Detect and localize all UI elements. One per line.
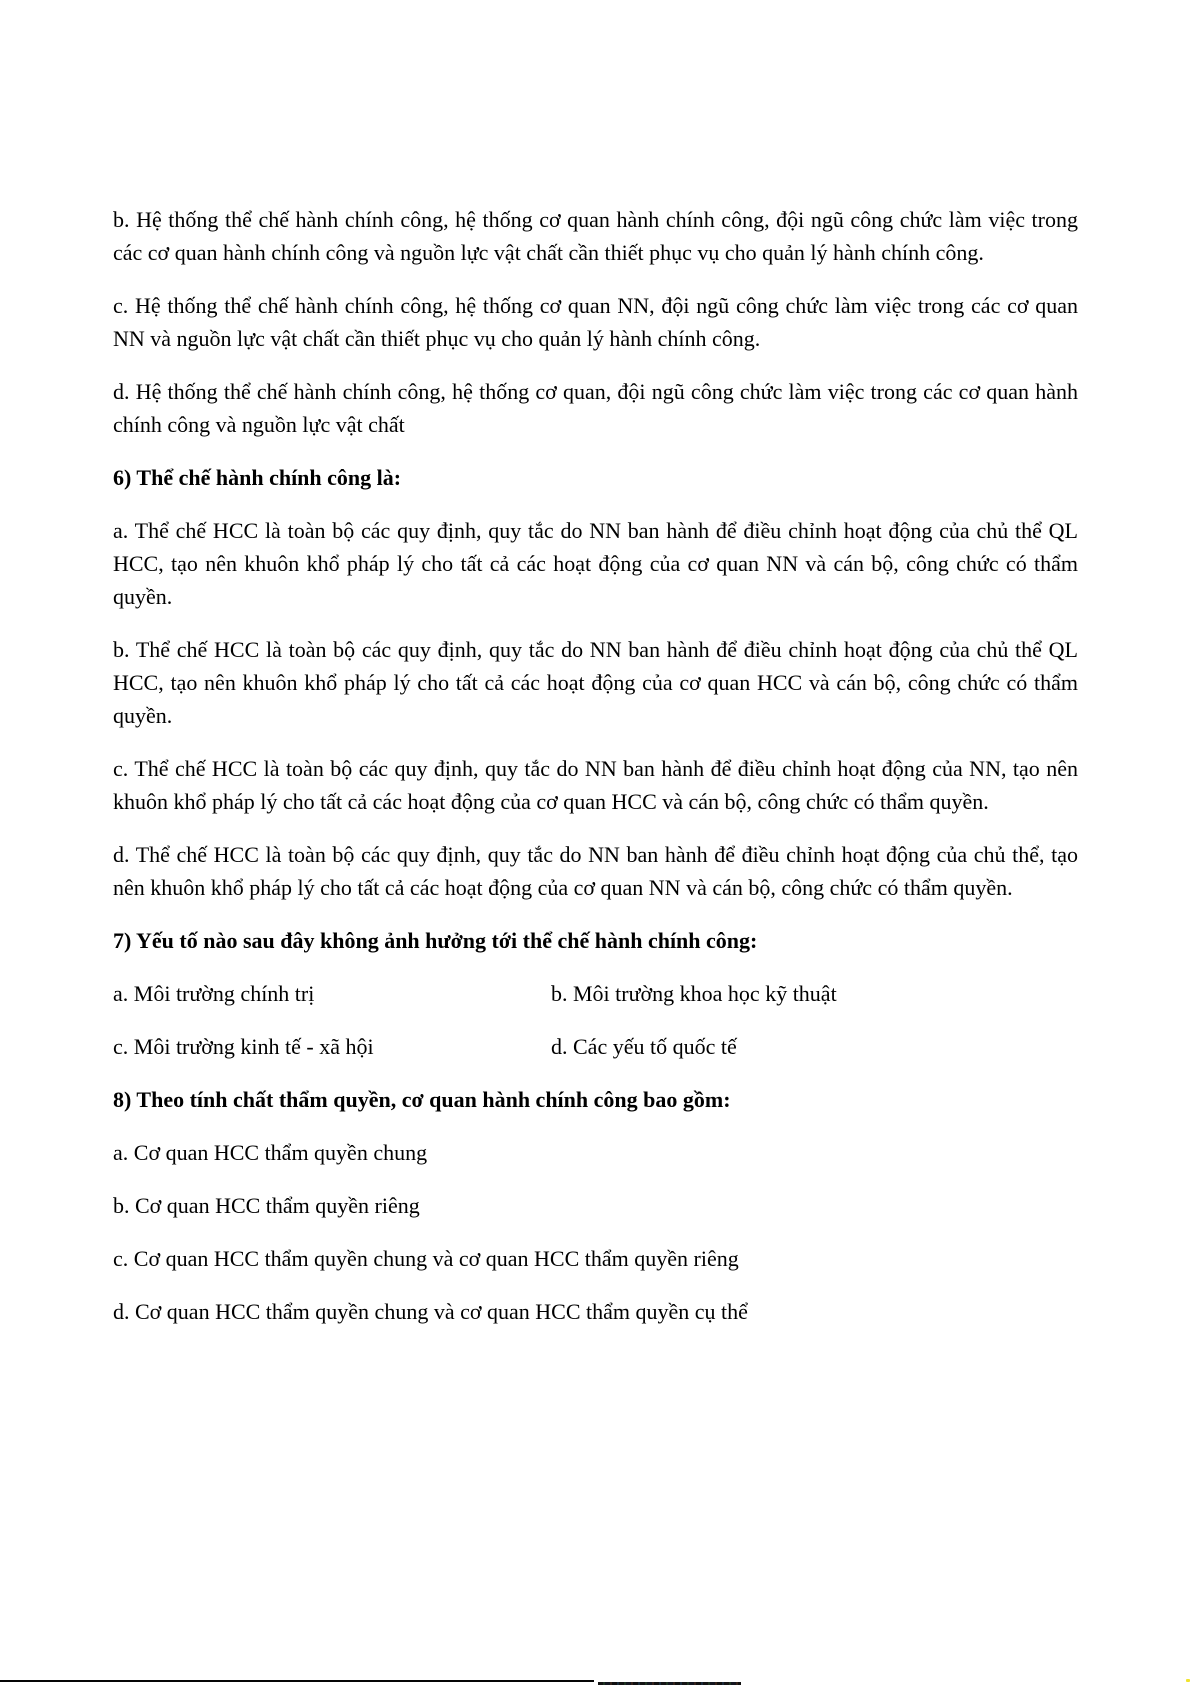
question-8-option-a: a. Cơ quan HCC thẩm quyền chung bbox=[113, 1140, 428, 1165]
question-7-options-row-2 bbox=[113, 1030, 1078, 1063]
question-8-heading: 8) Theo tính chất thẩm quyền, cơ quan hành chính công bao gồm: bbox=[113, 1087, 731, 1112]
question-7-option-b: b. Môi trường khoa học kỹ thuật bbox=[551, 981, 837, 1006]
question-7-option-d: d. Các yếu tố quốc tế bbox=[551, 1034, 737, 1059]
question-8-option-b: b. Cơ quan HCC thẩm quyền riêng bbox=[113, 1193, 420, 1218]
question-7-option-c: c. Môi trường kinh tế - xã hội bbox=[113, 1034, 374, 1059]
question-8-option-d: d. Cơ quan HCC thẩm quyền chung và cơ quan HCC thẩm quyền cụ thể bbox=[113, 1299, 748, 1324]
question-8-option-c: c. Cơ quan HCC thẩm quyền chung và cơ quan HCC thẩm quyền riêng bbox=[113, 1246, 739, 1271]
question-6-option-b: b. Thể chế HCC là toàn bộ các quy định, quy tắc do NN ban hành để điều chỉnh hoạt động của chủ thể QL HCC, tạo nên khuôn khổ pháp lý cho tất cả các hoạt động của cơ quan HCC và cán bộ, công chức có thẩm quyền. bbox=[113, 637, 1078, 728]
question-7-heading: 7) Yếu tố nào sau đây không ảnh hưởng tới thể chế hành chính công: bbox=[113, 928, 758, 953]
bottom-edge-yellow-dot bbox=[1186, 1679, 1190, 1682]
question-7-options-row-1 bbox=[113, 977, 1078, 1010]
document-text-block bbox=[113, 203, 1078, 1348]
question-6-option-d: d. Thể chế HCC là toàn bộ các quy định, quy tắc do NN ban hành để điều chỉnh hoạt động của chủ thể, tạo nên khuôn khổ pháp lý cho tất cả các hoạt động của cơ quan NN và cán bộ, công chức có thẩm quyền. bbox=[113, 842, 1078, 900]
prev-question-option-d: d. Hệ thống thể chế hành chính công, hệ thống cơ quan, đội ngũ công chức làm việc trong các cơ quan hành chính công và nguồn lực vật chất bbox=[113, 379, 1078, 437]
prev-question-option-c: c. Hệ thống thể chế hành chính công, hệ thống cơ quan NN, đội ngũ công chức làm việc trong các cơ quan NN và nguồn lực vật chất cần thiết phục vụ cho quản lý hành chính công. bbox=[113, 293, 1078, 351]
question-7-option-a: a. Môi trường chính trị bbox=[113, 981, 315, 1006]
bottom-edge-bar-left bbox=[0, 1680, 594, 1682]
question-6-option-a: a. Thể chế HCC là toàn bộ các quy định, quy tắc do NN ban hành để điều chỉnh hoạt động của chủ thể QL HCC, tạo nên khuôn khổ pháp lý cho tất cả các hoạt động của cơ quan NN và cán bộ, công chức có thẩm quyền. bbox=[113, 518, 1078, 609]
question-6-heading: 6) Thể chế hành chính công là: bbox=[113, 465, 402, 490]
prev-question-option-b: b. Hệ thống thể chế hành chính công, hệ thống cơ quan hành chính công, đội ngũ công chức làm việc trong các cơ quan hành chính công và nguồn lực vật chất cần thiết phục vụ cho quản lý hành chính công. bbox=[113, 207, 1078, 265]
question-6-option-c: c. Thể chế HCC là toàn bộ các quy định, quy tắc do NN ban hành để điều chỉnh hoạt động của NN, tạo nên khuôn khổ pháp lý cho tất cả các hoạt động của cơ quan HCC và cán bộ, công chức có thẩm quyền. bbox=[113, 756, 1078, 814]
